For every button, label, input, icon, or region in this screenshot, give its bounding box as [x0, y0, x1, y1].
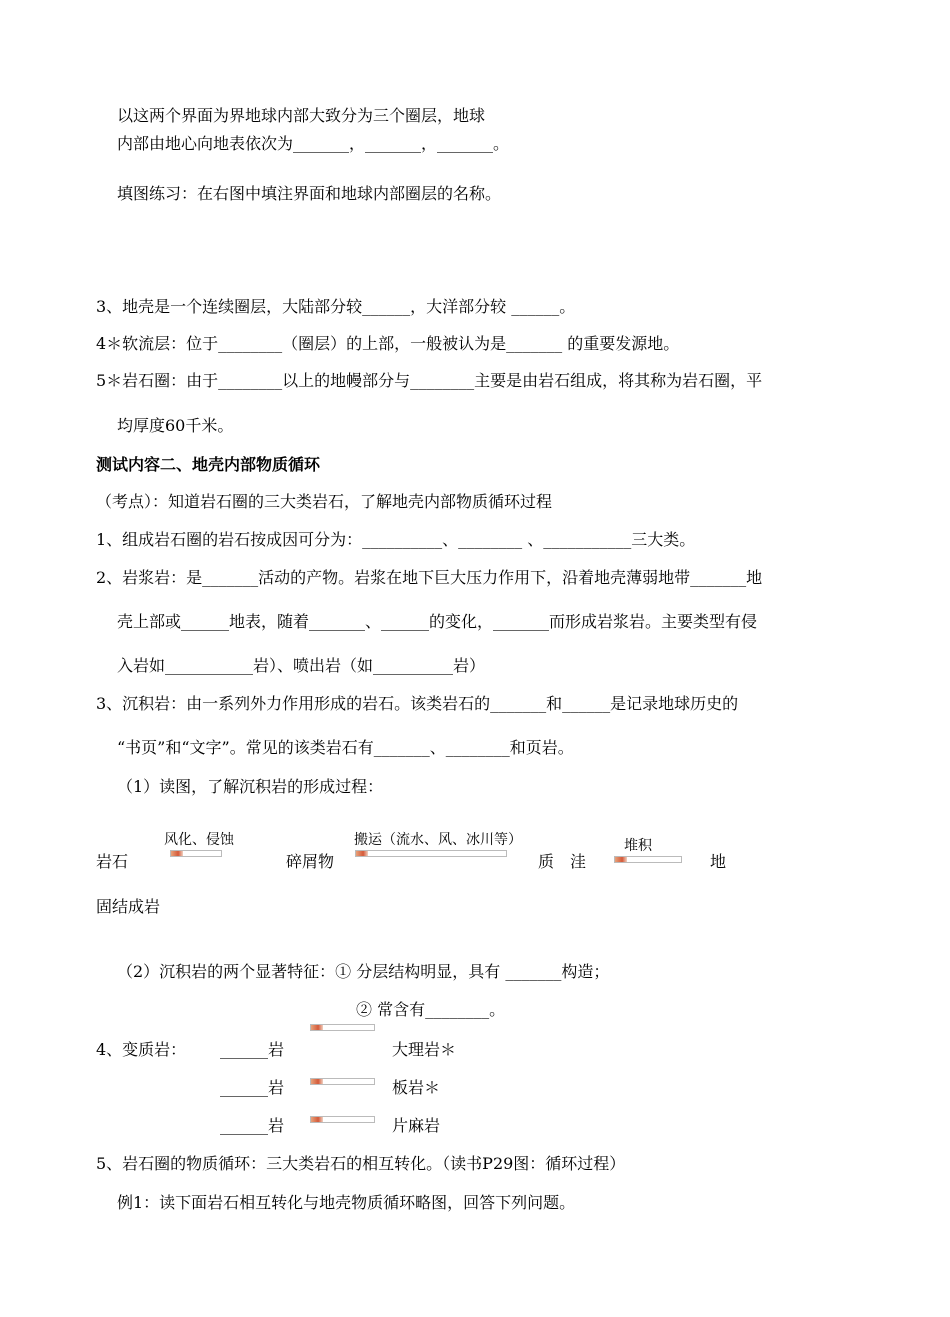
q3-sedimentary-cont: “书页”和“文字”。常见的该类岩石有_______、________和页岩。 [117, 738, 574, 757]
q4-asthenosphere: 4＊软流层：位于________（圈层）的上部，一般被认为是_______ 的重要发源地。 [96, 334, 680, 353]
fill-diagram-exercise: 填图练习：在右图中填注界面和地球内部圈层的名称。 [117, 184, 502, 203]
q1-rock-types: 1、组成岩石圈的岩石按成因可分为：__________、________ 、___________三大类。 [96, 530, 696, 549]
arrow-icon [170, 850, 222, 857]
transport-label: 搬运（流水、风、冰川等） [354, 832, 522, 848]
flow-rock: 岩石 [96, 852, 129, 871]
flow-consolidate: 固结成岩 [96, 897, 161, 916]
q2-igneous-cont2: 入岩如___________岩）、喷出岩（如__________岩） [117, 656, 486, 675]
metamorphic-source-1: ______岩 [220, 1040, 285, 1059]
exam-points: （考点）：知道岩石圈的三大类岩石，了解地壳内部物质循环过程 [96, 492, 553, 511]
arrow-icon [355, 850, 507, 857]
sedimentary-features-1: （2）沉积岩的两个显著特征：① 分层结构明显，具有 _______构造； [117, 962, 610, 981]
weathering-label: 风化、侵蚀 [164, 832, 234, 848]
q2-igneous-cont1: 壳上部或______地表，随着_______、______的变化，_______而形成岩浆岩。主要类型有侵 [117, 612, 758, 631]
arrow-icon [310, 1078, 375, 1085]
flow-di: 地 [710, 852, 727, 871]
sedimentary-features-2: ② 常含有________。 [356, 1000, 506, 1019]
metamorphic-source-2: ______岩 [220, 1078, 285, 1097]
arrow-icon [310, 1116, 375, 1123]
q3-crust: 3、地壳是一个连续圈层，大陆部分较______，大洋部分较 ______。 [96, 297, 576, 316]
interior-intro-line: 以这两个界面为界地球内部大致分为三个圈层，地球 [117, 106, 486, 125]
metamorphic-label: 4、变质岩： [96, 1040, 187, 1059]
metamorphic-result-2: 板岩＊ [392, 1078, 441, 1097]
metamorphic-result-3: 片麻岩 [392, 1116, 441, 1135]
metamorphic-result-1: 大理岩＊ [392, 1040, 457, 1059]
interior-layers-line: 内部由地心向地表依次为_______，_______，_______。 [117, 134, 510, 153]
arrow-icon [310, 1024, 375, 1031]
q2-igneous: 2、岩浆岩：是_______活动的产物。岩浆在地下巨大压力作用下，沿着地壳薄弱地带_______地 [96, 568, 763, 587]
q5-cycle: 5、岩石圈的物质循环：三大类岩石的相互转化。（读书P29图：循环过程） [96, 1154, 626, 1173]
example-1: 例1：读下面岩石相互转化与地壳物质循环略图，回答下列问题。 [117, 1193, 576, 1212]
section-title: 测试内容二、地壳内部物质循环 [96, 455, 321, 474]
flow-debris: 碎屑物 [286, 852, 335, 871]
flow-zhi: 质 [538, 852, 555, 871]
q3-sedimentary: 3、沉积岩：由一系列外力作用形成的岩石。该类岩石的_______和______是记录地球历史的 [96, 694, 739, 713]
arrow-icon [614, 856, 682, 863]
q5-lithosphere-cont: 均厚度60千米。 [117, 416, 234, 435]
metamorphic-source-3: ______岩 [220, 1116, 285, 1135]
read-diagram-prompt: （1）读图，了解沉积岩的形成过程： [117, 777, 384, 796]
q5-lithosphere: 5＊岩石圈：由于________以上的地幔部分与________主要是由岩石组成，将其称为岩石圈，平 [96, 371, 763, 390]
deposit-label: 堆积 [624, 838, 652, 854]
flow-wa: 洼 [570, 852, 587, 871]
